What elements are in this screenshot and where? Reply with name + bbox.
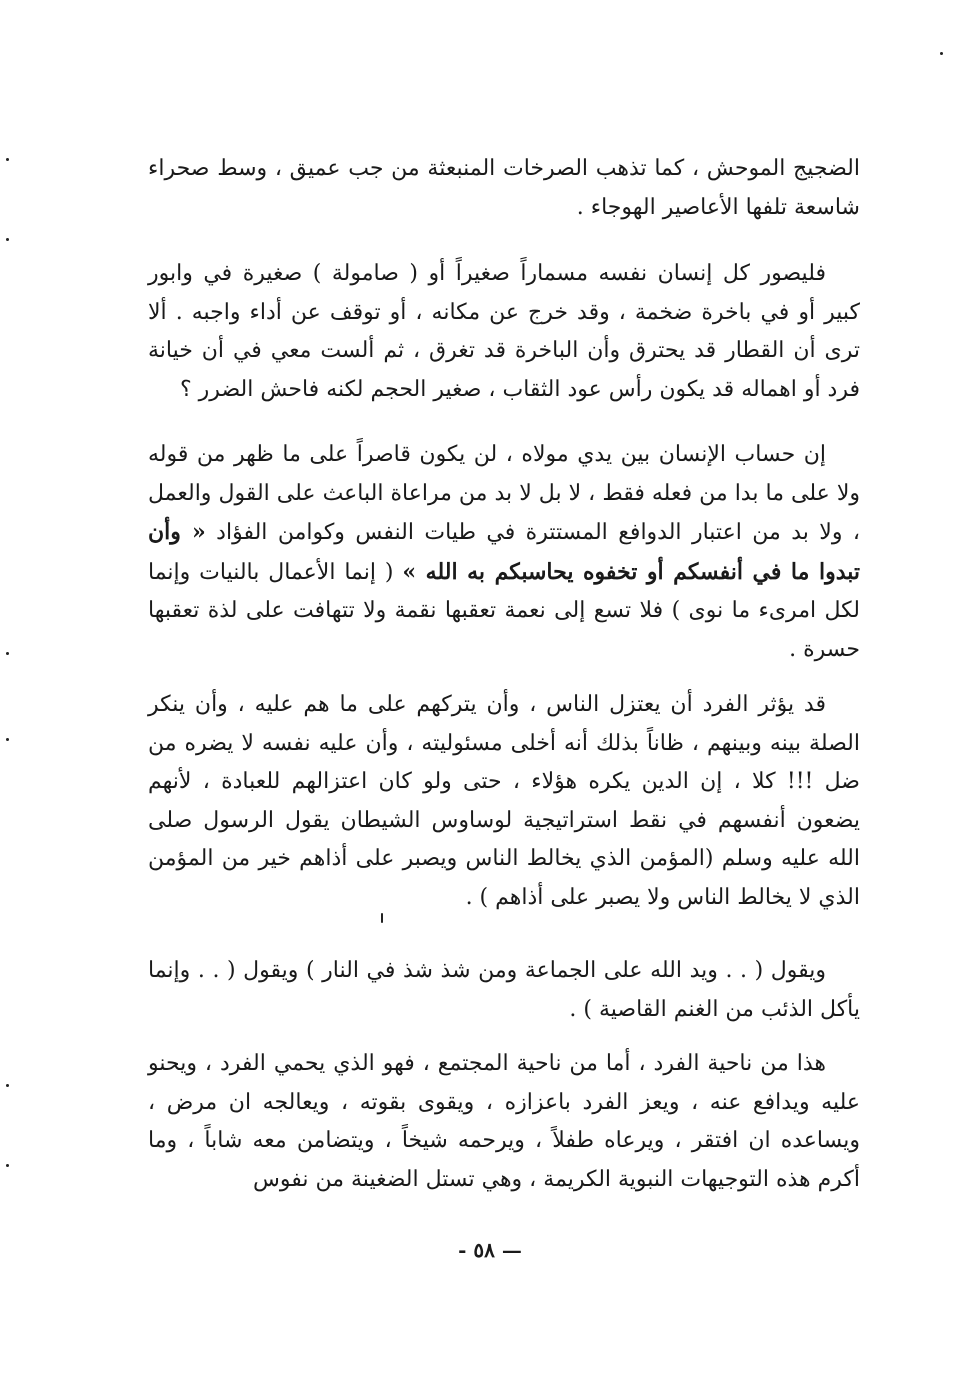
paragraph-1 [148,150,860,227]
scan-speck [6,158,9,161]
scan-speck [6,738,9,741]
page-number-dash-left: - [458,1238,474,1262]
paragraph-3-text [148,436,860,669]
paragraph-4-text: قد يؤثر الفرد أن يعتزل الناس ، وأن يتركهم على ما هم عليه ، وأن ينكر الصلة بينه وبينهم ، ظاناً بذلك أنه أخلى مسئوليته ، وأن عليه نفسه لا يضره من ضل !!! كلا ، إن الدين يكره هؤلاء ، حتى ولو كان اعتزالهم للعبادة ، لأنهم يضعون أنفسهم في نقط استراتيجية لوساوس الشيطان يقول الرسول صلى الله عليه وسلم (المؤمن الذي يخالط الناس ويصبر على أذاهم خير من المؤمن الذي لا يخالط الناس ولا يصبر على أذاهم ) . [148,692,860,910]
page-number-value: ٥٨ [473,1238,495,1262]
paragraph-2-text: فليصور كل إنسان نفسه مسماراً صغيراً أو ( صامولة ) صغيرة في وابور كبير أو في باخرة ضخمة ، وقد خرج عن مكانه ، أو توقف عن أداء واجبه . ألا ترى أن القطار قد يحترق وأن الباخرة قد تغرق ، ثم ألست معي في أن خيانة فرد أو اهماله قد يكون رأس عود الثقاب ، صغير الحجم لكنه فاحش الضرر ؟ [148,261,860,402]
paragraph-5-text: ويقول ( . . ويد الله على الجماعة ومن شذ شذ في النار ) ويقول ( . . وإنما يأكل الذئب من الغنم القاصية ) . [148,958,860,1022]
scan-speck [6,652,9,655]
scan-speck [6,1164,9,1167]
paragraph-1-text: الضجيج الموحش ، كما تذهب الصرخات المنبعثة من جب عميق ، وسط صحراء شاسعة تلفها الأعاصير الهوجاء . [148,156,860,220]
quran-quote: « وأن تبدوا ما في أنفسكم أو تخفوه يحاسبكم به الله » [148,519,860,585]
paragraph-6-text: هذا من ناحية الفرد ، أما من ناحية المجتمع ، فهو الذي يحمي الفرد ، ويحنو عليه ويدافع عنه ، ويعز الفرد باعزازه ، ويقوى بقوته ، ويعالجه ان مرض ، ويساعده ان افتقر ، ويرعاه طفلاً ، ويرحمه شيخاً ، ويتضامن معه شاباً ، وما أكرم هذه التوجيهات النبوية الكريمة ، وهي تستل الضغينة من نفوس [148,1051,860,1192]
paragraph-3-end: ( إنما الأعمال بالنيات وإنما لكل امرىء ما نوى ) فلا تسع إلى نعمة تعقبها نقمة ولا تتهافت على لذة تعقبها حسرة . [148,559,860,662]
page-number [440,1238,540,1262]
scan-speck [381,913,383,923]
scan-speck [6,238,9,241]
page-number-dash-right: — [494,1238,522,1262]
paragraph-2 [148,255,860,409]
paragraph-3-start: إن حساب الإنسان بين يدي مولاه ، لن يكون قاصراً على ما ظهر من قوله ولا على ما بدا من فعله فقط ، لا بل لا بد من مراعاة الباعث على القول والعمل ، ولا بد من اعتبار الدوافع المستترة في طيات النفس وكوامن الفؤاد [148,442,860,545]
scan-speck [940,52,943,55]
paragraph-5 [148,952,860,1029]
paragraph-6 [148,1045,860,1199]
scan-speck [6,1084,9,1087]
paragraph-3 [148,436,860,669]
paragraph-4 [148,686,860,917]
